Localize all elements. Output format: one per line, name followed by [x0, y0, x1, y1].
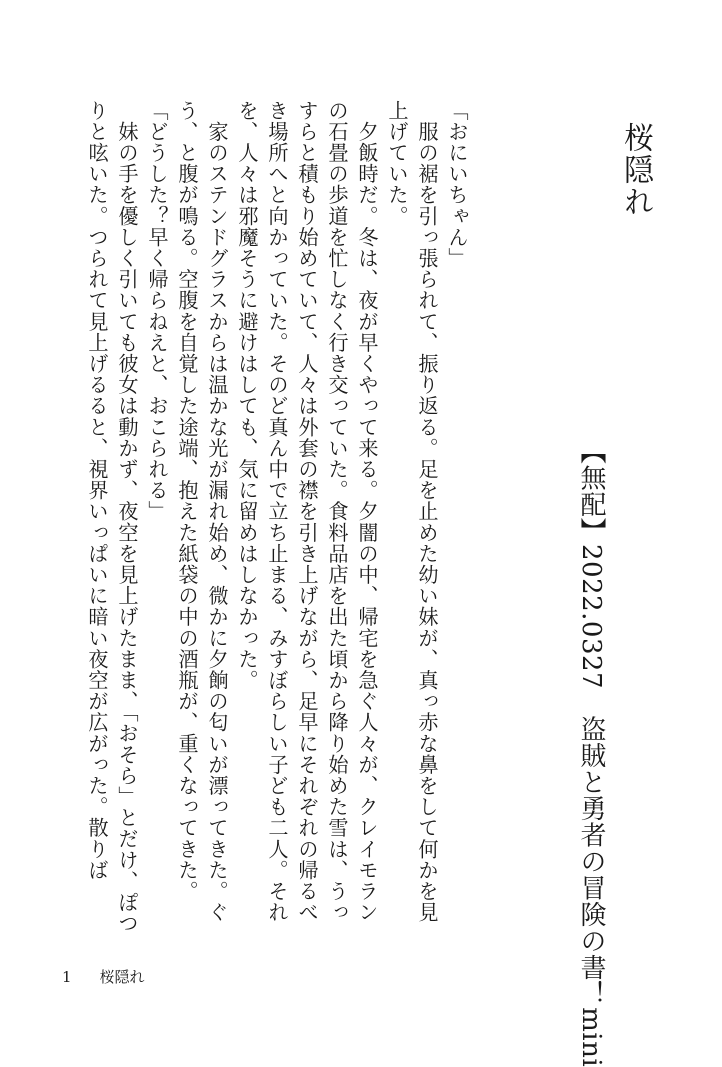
- page-number: 1: [62, 968, 72, 986]
- page-subtitle: 【無配】2022.0327 盗賊と勇者の冒険の書！mini: [576, 438, 606, 1067]
- page-footer: [62, 966, 145, 987]
- opening-line-3: 見上げていた。: [385, 100, 439, 923]
- opening-line-1: 「おにいちゃん」: [445, 100, 469, 269]
- opening-line-2: 服の裾を引っ張られて、振り返る。足を止めた幼い妹が、真っ赤な鼻をして何かを: [415, 100, 439, 902]
- paragraph: 家のステンドグラスからは温かな光が漏れ始め、微かに夕餉の匂いが漂ってきた。ぐう、と腹が鳴る。空腹を自覚した途端、抱えた紙袋の中の酒瓶が、重くなってきた。: [175, 100, 229, 923]
- paragraph: 「どうした？早く帰らねえと、おこられる」: [145, 100, 169, 522]
- paragraph-opening: [382, 100, 472, 940]
- paragraph: 夕飯時だ。冬は、夜が早くやって来る。夕闇の中、帰宅を急ぐ人々が、クレイモランの石畳の歩道を忙しなく行き交っていた。食料品店を出た頃から降り始めた雪は、うっすらと積もり始めていて、人々は外套の襟を引き上げながら、足早にそれぞれの帰るべき場所へと向かっていた。そのど真ん中で立ち止まる、みすぼらしい子ども二人。それを、人々は邪魔そうに避けはしても、気に留めはしなかった。: [235, 100, 379, 923]
- body-text: [72, 100, 472, 940]
- running-title: 桜隠れ: [99, 968, 145, 986]
- paragraph: 妹の手を優しく引いても彼女は動かず、夜空を見上げたまま、「おそら」とだけ、ぽつりと呟いた。つられて見上げるると、視界いっぱいに暗い夜空が広がった。散りば: [85, 100, 139, 934]
- page-title: 桜隠れ: [618, 122, 653, 218]
